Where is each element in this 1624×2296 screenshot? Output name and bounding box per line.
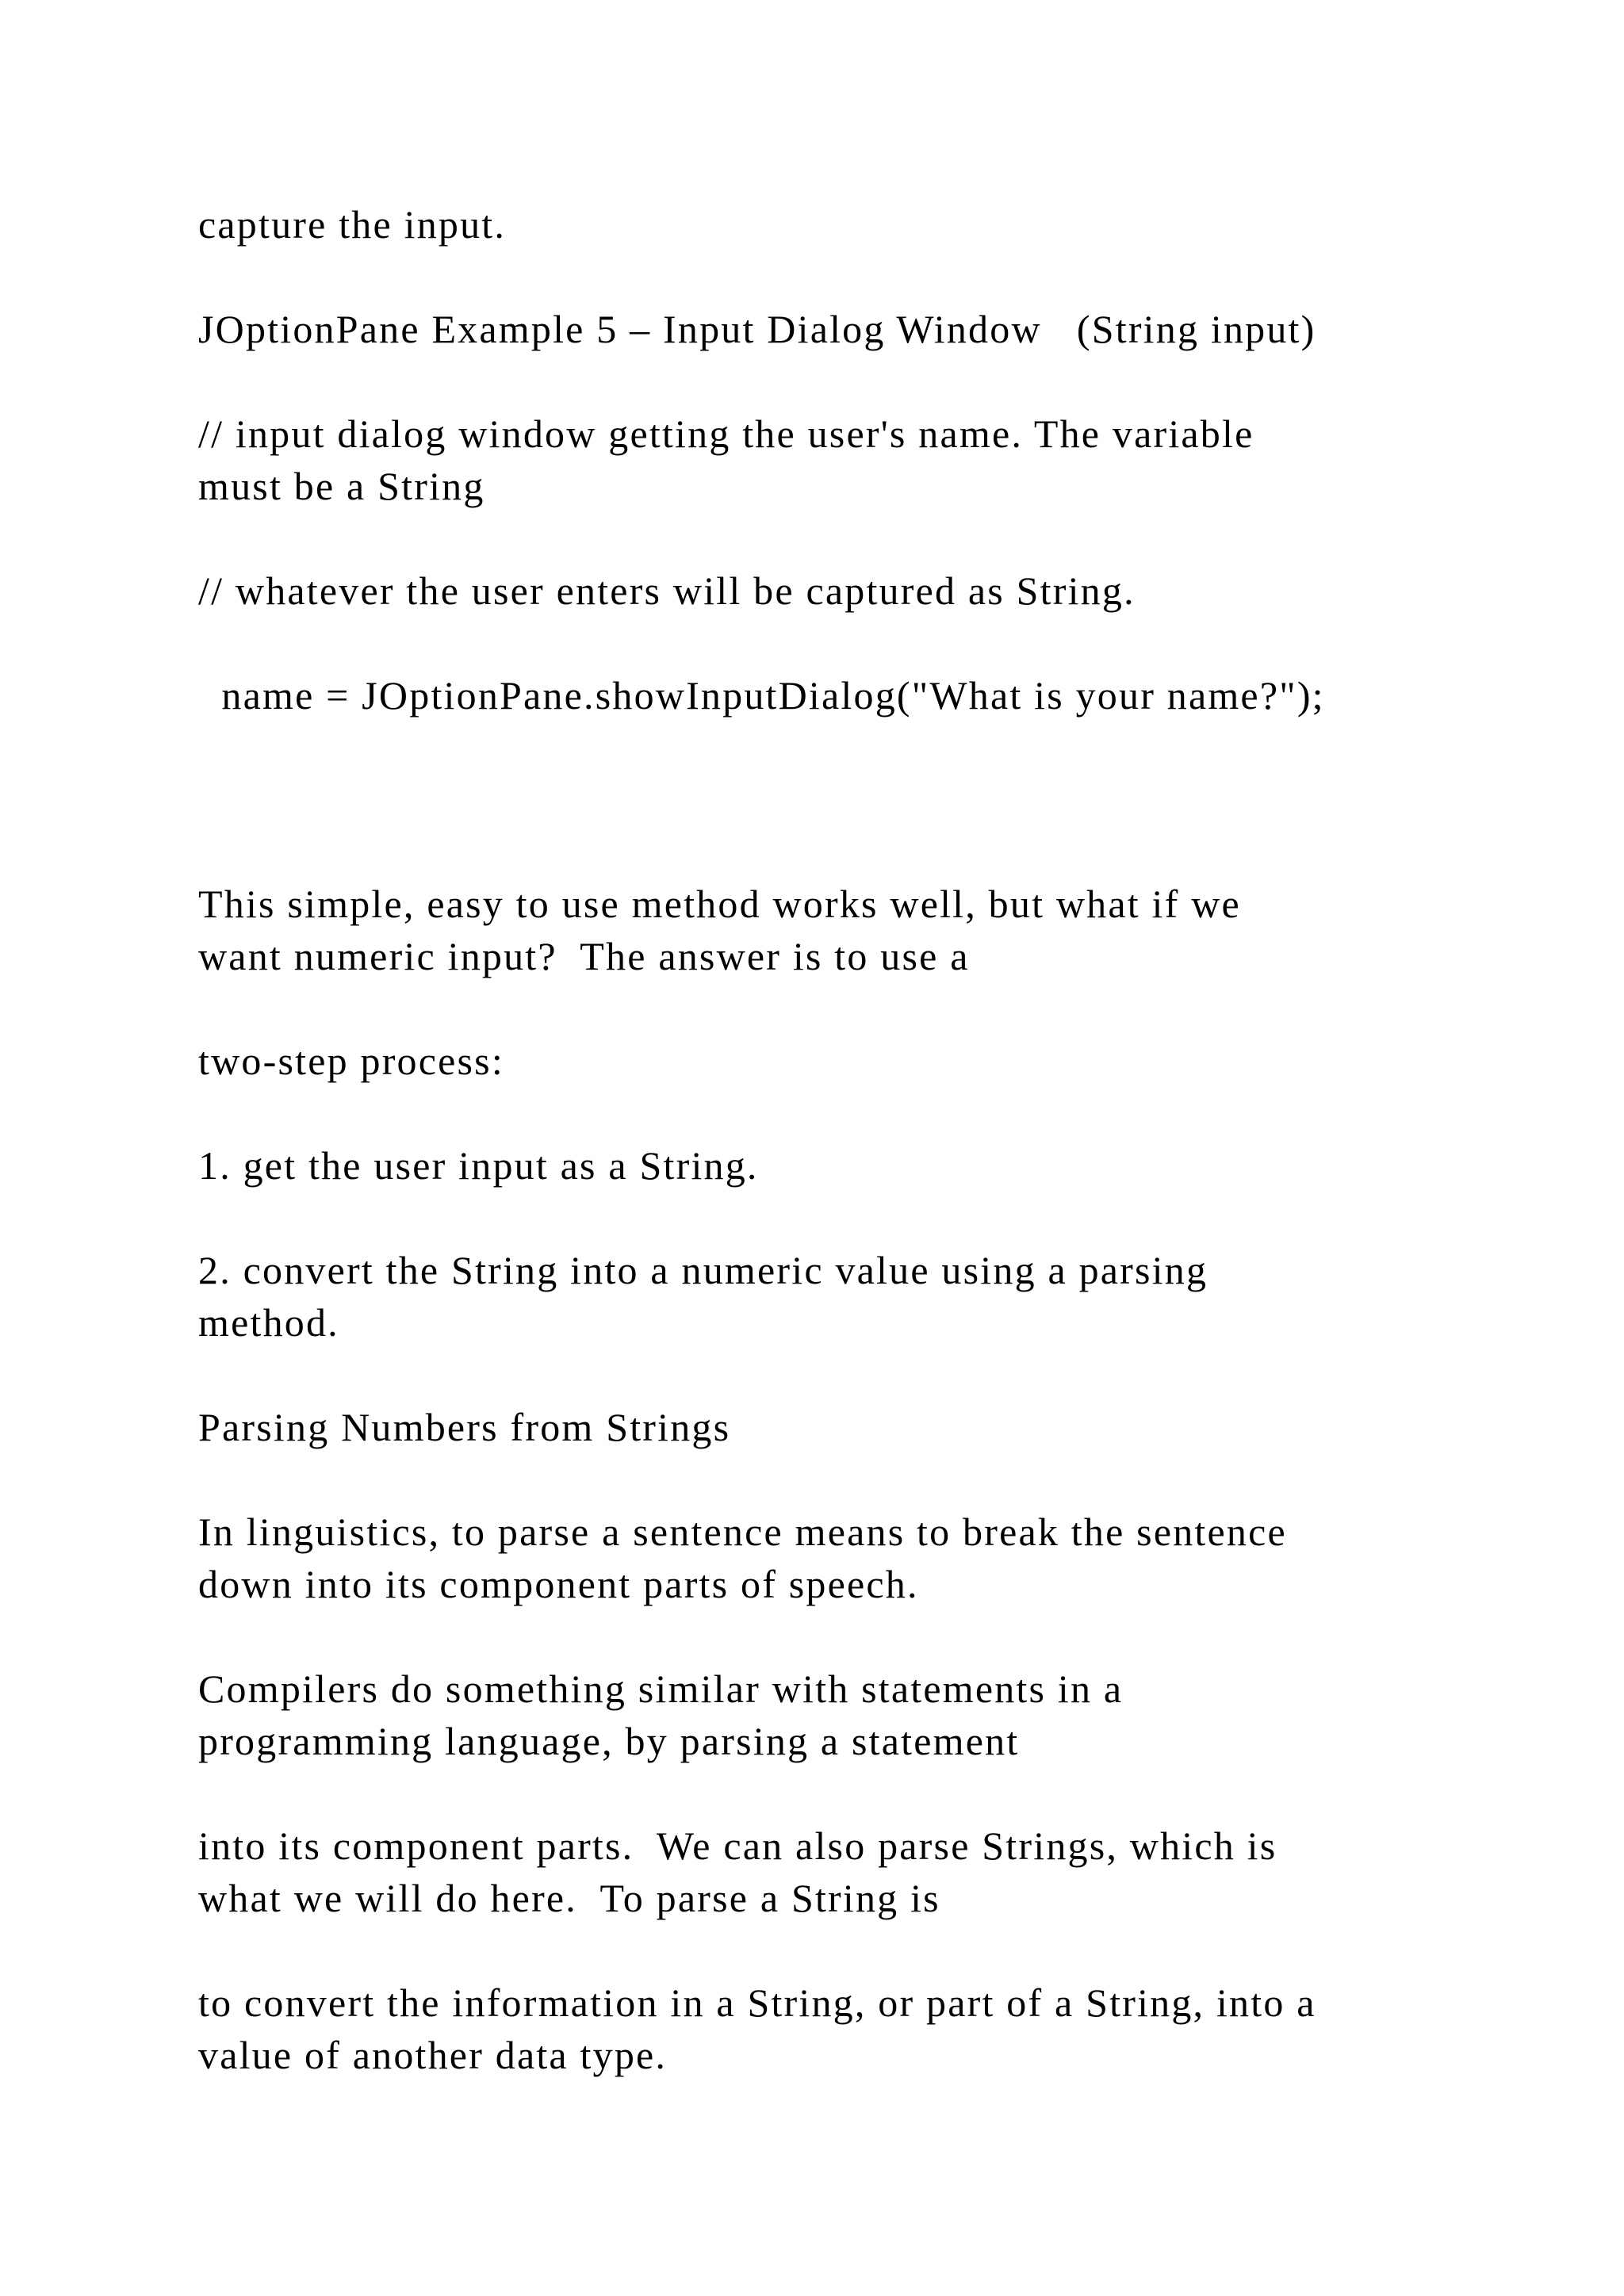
text-line: what we will do here. To parse a String is	[198, 1876, 940, 1920]
text-line: want numeric input? The answer is to use a	[198, 934, 970, 978]
text-line: programming language, by parsing a statement	[198, 1719, 1020, 1763]
list-item: 2. convert the String into a numeric value using a parsing	[198, 1248, 1208, 1292]
code-comment-line: must be a String	[198, 464, 485, 508]
text-line: two-step process:	[198, 1039, 504, 1083]
text-line: This simple, easy to use method works well, but what if we	[198, 882, 1241, 926]
text-line: to convert the information in a String, or part of a String, into a	[198, 1980, 1316, 2025]
code-comment-line: // whatever the user enters will be captured as String.	[198, 568, 1136, 613]
text-line: In linguistics, to parse a sentence means to break the sentence	[198, 1510, 1287, 1554]
section-heading: Parsing Numbers from Strings	[198, 1405, 731, 1449]
list-item: 1. get the user input as a String.	[198, 1143, 759, 1188]
example-heading: JOptionPane Example 5 – Input Dialog Window (String input)	[198, 307, 1316, 351]
text-line: value of another data type.	[198, 2033, 668, 2077]
text-line: down into its component parts of speech.	[198, 1562, 919, 1606]
text-line: into its component parts. We can also parse Strings, which is	[198, 1823, 1277, 1868]
text-line: capture the input.	[198, 202, 507, 247]
code-line: name = JOptionPane.showInputDialog("What is your name?");	[198, 673, 1325, 718]
text-line: Compilers do something similar with statements in a	[198, 1667, 1124, 1711]
code-comment-line: // input dialog window getting the user's name. The variable	[198, 411, 1254, 456]
list-item: method.	[198, 1300, 339, 1345]
